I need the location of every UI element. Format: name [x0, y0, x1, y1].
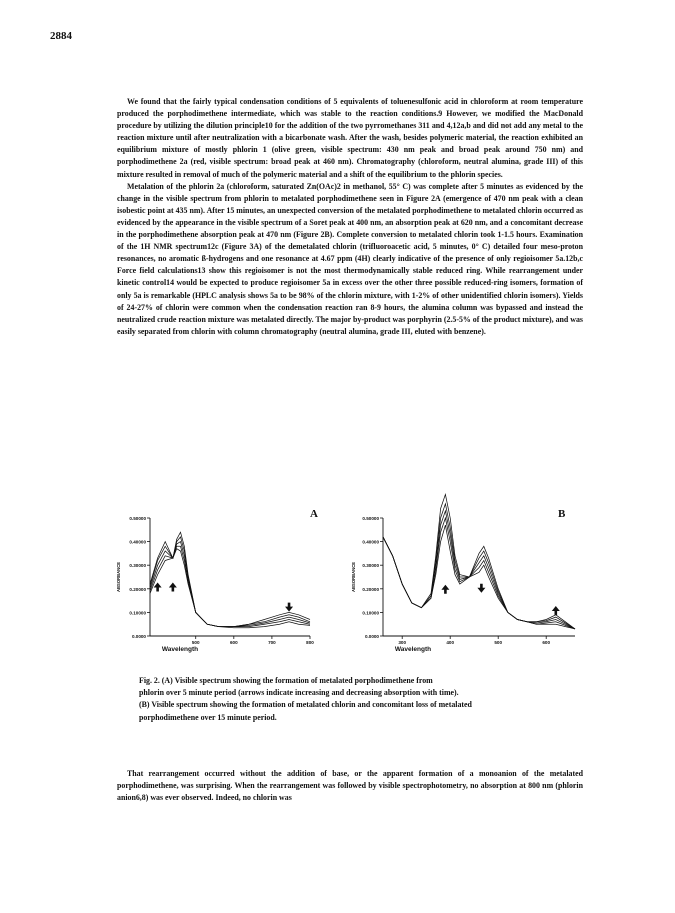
y-tick-label: 0.20000	[362, 586, 379, 592]
panel-label-b: B	[558, 508, 566, 520]
caption-line-2: phlorin over 5 minute period (arrows indicate increasing and decreasing absorption with time).	[139, 688, 459, 698]
x-tick-label: 600	[229, 640, 238, 645]
spectrum-chart-a	[110, 508, 315, 658]
spectrum-series-5	[383, 494, 575, 629]
caption-line-4: porphodimethene over 15 minute period.	[139, 712, 277, 722]
arrow-down-icon	[477, 584, 485, 593]
arrow-up-icon	[441, 585, 449, 594]
x-tick-label: 700	[268, 640, 276, 645]
figure-panel-a	[110, 508, 318, 658]
y-tick-label: 0.20000	[129, 586, 146, 592]
spectrum-chart-b	[345, 508, 580, 658]
page-number: 2884	[50, 30, 72, 42]
figure-panel-b	[345, 508, 580, 658]
x-tick-label: 300	[398, 640, 407, 645]
caption-line-1: Fig. 2. (A) Visible spectrum showing the formation of metalated porphodimethene from	[139, 676, 433, 685]
caption-line-3: (B) Visible spectrum showing the formation of metalated chlorin and concomitant loss of metalated	[139, 700, 472, 710]
paragraph-3: That rearrangement occurred without the addition of base, or the apparent formation of a monoanion of the metalated porphodimethene, was surprising. When the rearrangement was followed by visible spectrophotometry, no absorption at 800 nm (phlorin anion6,8) was ever observed. Indeed, no chlorin was	[117, 769, 583, 803]
spectrum-series-3	[383, 511, 575, 629]
arrow-down-icon	[285, 603, 293, 612]
y-tick-label: 0.0000	[131, 634, 146, 639]
y-tick-label: 0.10000	[362, 610, 379, 616]
paragraph-1: We found that the fairly typical condensation conditions of 5 equivalents of toluenesulfonic acid in chloroform at room temperature produced the porphodimethene intermediate, which was stable to the reaction conditions.9 However, we modified the MacDonald procedure by utilizing the dilution principle10 for the addition of the two pyrromethanes 311 and 4,12a,b and did not add any metal to the reaction mixture until after neutralization with a bicarbonate wash. After the wash, besides polymeric material, the reaction exhibited an equilibrium mixture of mostly phlorin 1 (olive green, visible spectrum: 430 nm peak and broad peak around 750 nm) and porphodimethene 2a (red, visible spectrum: broad peak at 460 nm). Chromatography (chloroform, neutral alumina, grade III) of this mixture resulted in removal of much of the polymeric material and a shift of the equilibrium to the phlorin species.	[117, 97, 583, 179]
paragraph-2: Metalation of the phlorin 2a (chloroform, saturated Zn(OAc)2 in methanol, 55° C) was complete after 5 minutes as evidenced by the change in the visible spectrum from phlorin to metalated porphodimethene seen in Figure 2A (emergence of 470 nm peak with a clean isobestic point at 435 nm). After 15 minutes, an unexpected conversion of the metalated porphodimethene to metalated chlorin occurred as evidenced by the appearance in the visible spectrum of a Soret peak at 400 nm, an absorption peak at 620 nm, and a concomitant decrease in the porphodimethene absorption peak at 470 nm (Figure 2B). Complete conversion to metalated chlorin took 1-1.5 hours. Examination of the 1H NMR spectrum12c (Figure 3A) of the demetalated chlorin (trifluoroacetic acid, 5 minutes, 0° C) detailed four meso-proton resonances, no aromatic ß-hydrogens and one resonance at 4.67 ppm (4H) clearly indicative of the presence of only regioisomer 5a.12b,c Force field calculations13 show this regioisomer is not the most thermodynamically stable reduced ring. While rearrangement under kinetic control14 would be expected to produce regioisomer 5a in excess over the other three possible reduced-ring isomers, formation of only 5a is remarkable (HPLC analysis shows 5a to be 98% of the chlorin mixture, with 1-2% of other unidentified chlorin isomers). Yields of 24-27% of chlorin were common when the condensation reaction ran 8-9 hours, the alumina column was bypassed and instead the neutralized crude reaction mixture was metalated directly. The major by-product was porphyrin (2.5-5% of the product mixture), and was easily separated from chlorin with column chromatography (neutral alumina, grade III, eluted with benzene).	[117, 181, 583, 336]
x-axis-label: Wavelength	[394, 646, 432, 653]
y-tick-label: 0.50000	[362, 516, 379, 521]
spectrum-series-2	[383, 518, 575, 629]
y-tick-label: 0.0000	[364, 634, 379, 639]
body-text-top	[117, 96, 583, 338]
x-tick-label: 600	[542, 640, 551, 645]
x-axis-label: Wavelength	[161, 646, 199, 653]
y-tick-label: 0.50000	[129, 516, 146, 521]
spectrum-series-4	[383, 504, 575, 629]
arrow-up-icon	[169, 582, 177, 591]
arrow-up-icon	[552, 606, 560, 615]
x-tick-label: 500	[191, 640, 200, 645]
y-tick-label: 0.30000	[362, 563, 379, 569]
arrow-up-icon	[154, 582, 162, 591]
body-text-bottom	[117, 768, 583, 804]
spectrum-series-1	[383, 525, 575, 629]
x-tick-label: 400	[446, 640, 455, 645]
x-tick-label: 800	[306, 640, 314, 645]
figure-caption	[139, 675, 569, 724]
y-tick-label: 0.30000	[129, 563, 146, 569]
y-tick-label: 0.40000	[362, 539, 379, 545]
y-tick-label: 0.40000	[129, 539, 146, 545]
x-tick-label: 500	[494, 640, 503, 645]
y-axis-label: ABSORBANCE	[351, 561, 356, 593]
panel-label-a: A	[310, 508, 318, 520]
y-axis-label: ABSORBANCE	[116, 561, 121, 593]
y-tick-label: 0.10000	[129, 610, 146, 616]
